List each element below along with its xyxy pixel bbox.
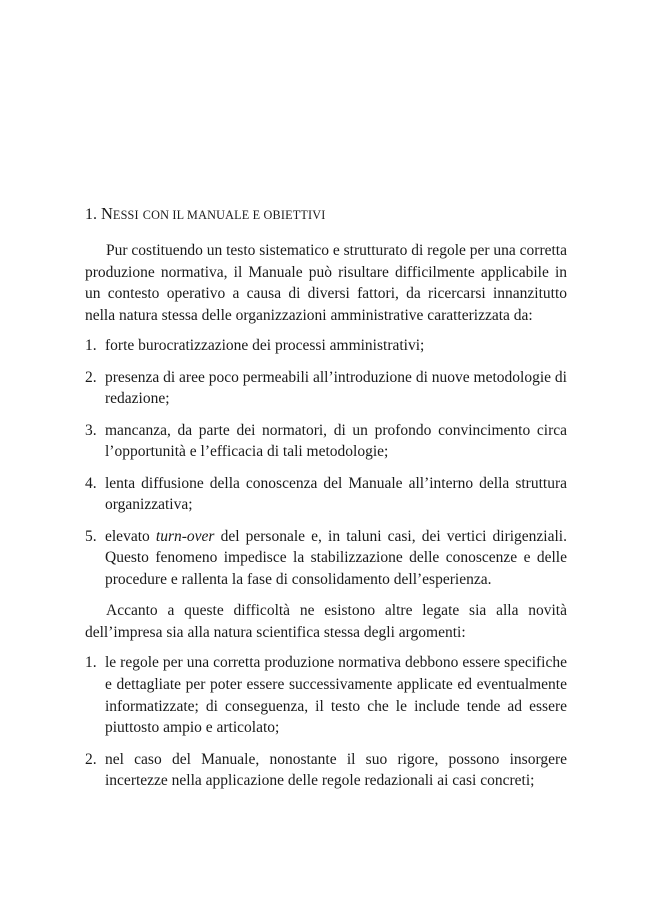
section-title-initial: N	[101, 204, 113, 223]
list-marker: 2.	[85, 368, 97, 386]
intro-paragraph: Pur costituendo un testo sistematico e strutturato di regole per una corretta produzione normativa, il Manuale può risultare difficilmente applicabile in un contesto operativo a causa di diversi fattori, da ricercarsi innanzitutto nella natura stessa delle organizzazioni amministrative caratterizzata da:	[85, 242, 567, 324]
list-item-emphasis: turn-over	[155, 527, 215, 545]
document-page	[85, 203, 567, 802]
list-item	[85, 420, 567, 463]
list-item-text: mancanza, da parte dei normatori, di un profondo convincimento circa l’opportunità e l’efficacia di tali metodologie;	[105, 421, 567, 461]
list-item-text-end: del personale e, in taluni casi, dei vertici dirigenziali. Questo fenomeno impedisce la stabilizzazione delle conoscenze e delle procedure e rallenta la fase di consolidamento dell’esperienza.	[105, 527, 567, 588]
list-item	[85, 335, 567, 357]
list-marker: 2.	[85, 750, 97, 768]
section-title-word: ESSI	[112, 208, 139, 222]
list-item	[85, 526, 567, 591]
difficulties-list	[85, 335, 567, 590]
list-item	[85, 652, 567, 738]
section-title-tail: CON IL MANUALE E OBIETTIVI	[142, 208, 326, 222]
list-marker: 3.	[85, 421, 97, 439]
list-marker: 1.	[85, 654, 97, 672]
list-marker: 5.	[85, 527, 97, 545]
section-number: 1.	[85, 206, 97, 223]
list-marker: 1.	[85, 337, 97, 355]
other-difficulties-list	[85, 652, 567, 791]
list-item	[85, 367, 567, 410]
list-item-text: le regole per una corretta produzione normativa debbono essere specifiche e dettagliate per poter essere successivamente applicate ed eventualmente informatizzate; di conseguenza, il testo che le include tende ad essere piuttosto ampio e articolato;	[105, 654, 567, 737]
list-item-text: nel caso del Manuale, nonostante il suo rigore, possono insorgere incertezze nella applicazione delle regole redazionali ai casi concreti;	[105, 750, 567, 790]
list-item-text-start: elevato	[105, 527, 156, 545]
middle-paragraph: Accanto a queste difficoltà ne esistono altre legate sia alla novità dell’impresa sia alla natura scientifica stessa degli argomenti:	[85, 602, 567, 641]
list-marker: 4.	[85, 474, 97, 492]
list-item	[85, 749, 567, 792]
section-heading	[85, 203, 567, 226]
list-item	[85, 473, 567, 516]
list-item-text: lenta diffusione della conoscenza del Manuale all’interno della struttura organizzativa;	[105, 474, 567, 514]
list-item-text: forte burocratizzazione dei processi amministrativi;	[105, 337, 425, 355]
list-item-text: presenza di aree poco permeabili all’introduzione di nuove metodologie di redazione;	[105, 368, 567, 408]
